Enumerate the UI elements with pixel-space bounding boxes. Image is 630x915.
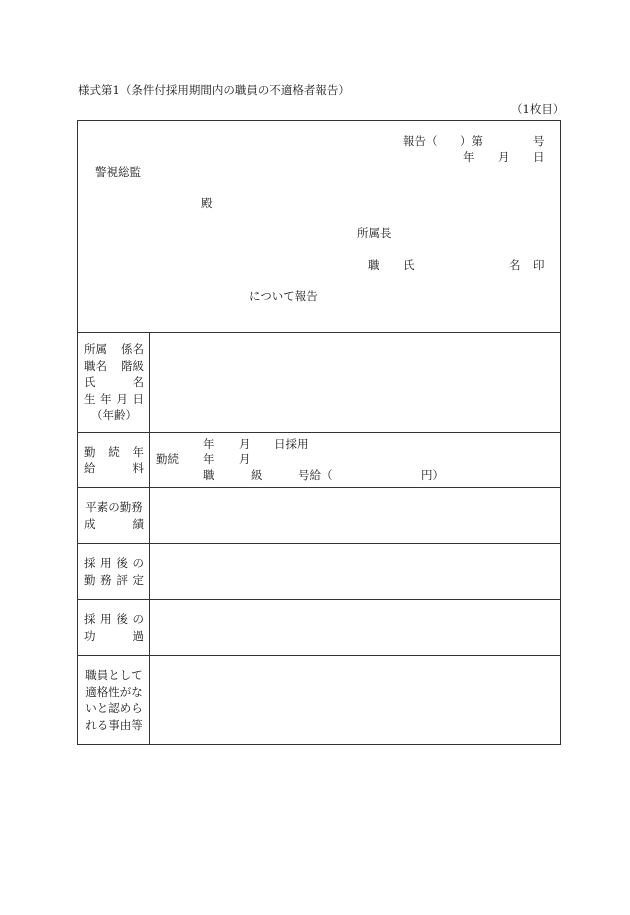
date-month: 月 [498,150,510,164]
row-personal [78,333,561,433]
field-personal[interactable] [150,333,561,433]
sender-name-label: 名 [509,258,521,272]
label-text: 後 [116,556,128,570]
tenure-month-2: 月 [239,452,251,466]
salary-rank: 職 [203,468,215,482]
label-text: の [132,612,144,626]
form-title: 様式第1（条件付採用期間内の職員の不適格者報告） [78,83,350,97]
label-text: 生 [84,391,96,406]
label-text: 年 [100,391,112,406]
label-unsuitability [78,656,150,745]
label-text: 所属 [84,342,107,357]
label-text: 勤 [84,444,96,459]
label-text: の [132,556,144,570]
label-text: 評 [116,572,128,587]
label-text: 用 [100,556,112,570]
tenure-year-2: 年 [203,452,215,466]
report-sections-table [77,332,561,745]
label-service [78,433,150,488]
label-text: 過 [132,628,144,643]
label-text: 功 [84,628,96,643]
salary-grade: 級 [251,468,263,482]
sender-family-label: 氏 [403,258,415,272]
field-performance[interactable] [150,488,561,544]
field-merits[interactable] [150,600,561,656]
date-day: 日 [533,150,545,164]
label-merits [78,600,150,656]
report-subject: について報告 [249,289,318,303]
tenure-label: 勤続 [156,452,179,466]
date-year: 年 [463,150,475,164]
label-text: れる事由等 [85,717,143,732]
label-text: 料 [132,461,144,475]
row-service [78,433,561,488]
row-evaluation [78,544,561,600]
label-text: 氏 [84,375,96,390]
label-text: 成 [84,516,96,531]
sender-title: 所属長 [357,226,392,240]
label-text: 勤 [84,572,96,587]
report-header-box [77,120,561,332]
label-text: 績 [132,516,144,531]
tenure-month: 月 [239,437,251,451]
report-number-prefix: 報告（ [403,134,438,148]
label-text: 務 [100,572,112,587]
label-text: 後 [116,612,128,626]
label-text: 平素の勤務 [85,500,143,514]
label-text: いと認めら [85,701,143,715]
label-text: 職員として [85,668,143,682]
label-text: 月 [116,391,128,406]
row-unsuitability [78,656,561,745]
field-service[interactable] [150,433,561,488]
field-evaluation[interactable] [150,544,561,600]
sender-rank-label: 職 [368,258,380,272]
label-text: 採 [84,612,96,626]
label-text: 年 [132,444,144,459]
hire-day: 日採用 [274,437,309,451]
row-merits [78,600,561,656]
salary-yen: 円） [421,468,444,482]
label-text: （年齢） [91,408,137,423]
label-text: 続 [108,444,120,459]
label-performance [78,488,150,544]
field-unsuitability[interactable] [150,656,561,745]
tenure-year: 年 [203,437,215,451]
label-text: 日 [132,391,144,406]
label-text: 名 [132,375,144,390]
label-text: 職名 [84,358,107,373]
salary-step: 号給（ [298,468,333,482]
seal-label: 印 [533,258,545,272]
page-count: （1枚目） [511,102,565,116]
honorific: 殿 [201,196,213,210]
label-text: 給 [84,461,96,475]
row-performance [78,488,561,544]
report-number-suffix: 号 [533,134,545,148]
report-number-middle: ）第 [460,134,483,148]
label-text: 係名 [121,342,144,357]
label-text: 適格性がな [85,684,143,699]
addressee: 警視総監 [95,165,141,179]
label-text: 採 [84,556,96,570]
label-text: 階級 [121,358,144,373]
label-personal [78,333,150,433]
label-evaluation [78,544,150,600]
label-text: 用 [100,612,112,626]
label-text: 定 [132,572,144,587]
